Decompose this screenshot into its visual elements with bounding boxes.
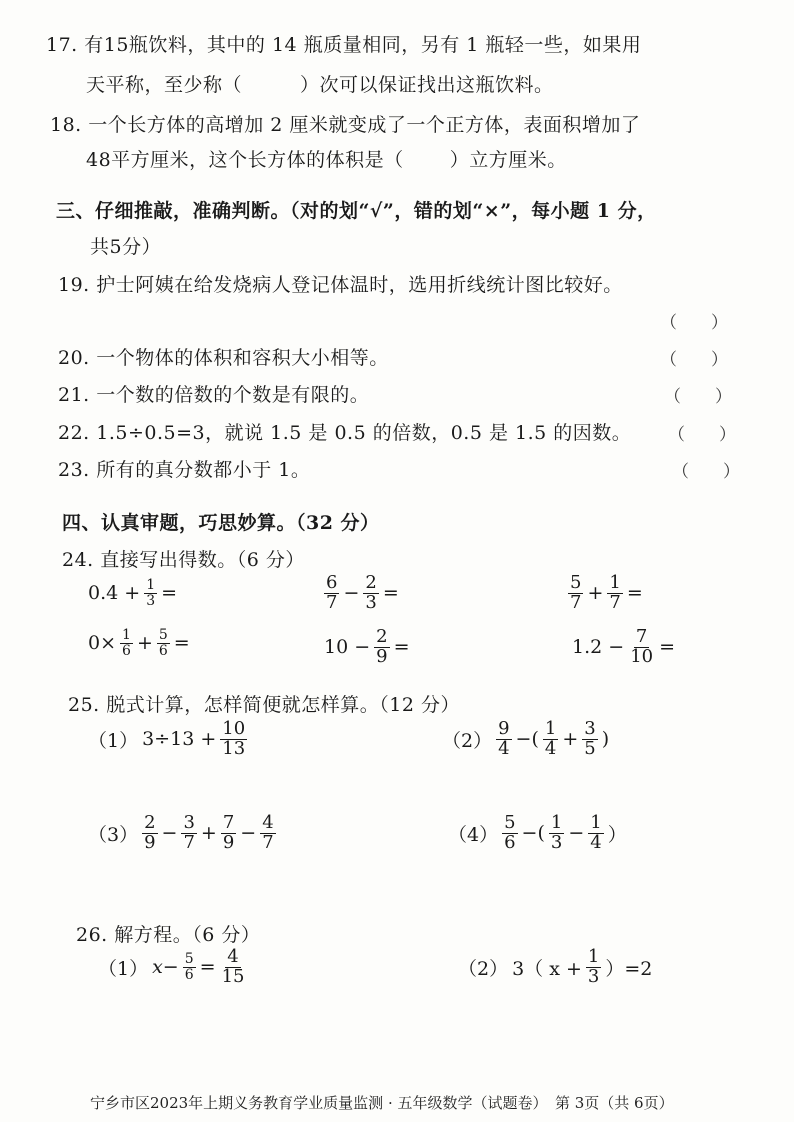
q25-p3-fraction-4: [260, 814, 275, 853]
q26-problem-1: [96, 948, 248, 987]
q25-p3-operator-1: −: [161, 822, 178, 845]
numerator: 1: [587, 946, 600, 967]
q21-answer-paren[interactable]: （ ）: [664, 387, 732, 407]
q23-answer-paren[interactable]: （ ）: [672, 462, 740, 482]
q25-p3-operator-3: −: [240, 822, 257, 845]
q24-expr-3: [566, 574, 645, 613]
numerator: 1: [122, 627, 131, 643]
denominator: 9: [222, 831, 235, 853]
denominator: 7: [262, 831, 274, 853]
q17-line2-start: 天平称，至少称（: [86, 74, 243, 96]
denominator: 4: [544, 737, 557, 759]
q24-title: 24. 直接写出得数。（6 分）: [62, 549, 305, 571]
denominator: 3: [587, 965, 600, 987]
denominator: 4: [590, 831, 602, 853]
q24-e5-fraction: [374, 628, 389, 667]
denominator: 3: [550, 831, 563, 853]
q17-line2-end: ）次可以保证找出这瓶饮料。: [300, 74, 554, 96]
q25-p2-fraction-3: [582, 720, 597, 759]
q18-line2-start: 48平方厘米，这个长方体的体积是（: [86, 149, 404, 171]
q25-p3-fraction-2: [181, 814, 196, 853]
q25-p4-label: （4）: [448, 823, 499, 846]
q22-text: 22. 1.5÷0.5=3，就说 1.5 是 0.5 的倍数，0.5 是 1.5 的因数。: [58, 422, 632, 444]
denominator: 6: [122, 642, 131, 659]
q25-problem-4: [446, 814, 629, 853]
q25-p2-operator-1: −(: [515, 728, 539, 751]
q22-answer-paren[interactable]: （ ）: [668, 425, 736, 445]
q24-e6-equals: =: [659, 636, 676, 659]
numerator: 1: [550, 812, 563, 833]
q25-title: 25. 脱式计算，怎样简便就怎样算。（12 分）: [68, 694, 460, 716]
denominator: 6: [184, 966, 194, 983]
q25-p4-fraction-1: [502, 814, 517, 853]
q25-p1-left: 3÷13 +: [142, 728, 217, 751]
section3-heading-line1: 三、仔细推敲，准确判断。（对的划“√”，错的划“×”，每小题 1 分，: [56, 200, 657, 222]
q25-p3-operator-2: +: [200, 822, 217, 845]
q25-p3-fraction-1: [142, 814, 157, 853]
q24-e4-fraction-2: [157, 628, 170, 658]
q26-problem-2: [456, 948, 654, 987]
denominator: 3: [146, 592, 156, 609]
numerator: 4: [262, 812, 274, 833]
q24-expr-5: [322, 628, 412, 667]
q26-p1-fraction-2: [220, 948, 247, 987]
q24-expr-4: [86, 628, 192, 658]
q26-p2-label: （2）: [458, 957, 509, 980]
q24-e5-equals: =: [393, 636, 410, 659]
numerator: 5: [504, 812, 516, 833]
q24-expr-2: [322, 574, 401, 613]
q17-line2: [86, 70, 554, 97]
numerator: 5: [184, 951, 194, 968]
denominator: 9: [376, 645, 388, 667]
denominator: 7: [326, 591, 338, 613]
q25-p3-label: （3）: [88, 823, 139, 846]
q24-e4-fraction-1: [120, 628, 133, 658]
q24-e3-fraction-2: [607, 574, 622, 613]
q24-e1-left: 0.4 +: [88, 582, 141, 605]
section4-heading: 四、认真审题，巧思妙算。（32 分）: [62, 512, 380, 534]
q26-p1-equals: =: [199, 956, 216, 979]
numerator: 1: [590, 812, 602, 833]
q26-p2-left: 3（ x +: [512, 957, 582, 980]
denominator: 7: [183, 831, 195, 853]
q26-p2-fraction: [586, 948, 601, 987]
page-footer: 宁乡市区2023年上期义务教育学业质量监测 · 五年级数学（试题卷） 第 3页（共 6页）: [90, 1094, 674, 1112]
numerator: 3: [584, 718, 596, 739]
q25-p4-operator-1: −(: [521, 822, 545, 845]
q24-e6-left: 1.2 −: [572, 636, 625, 659]
section3-heading-line2: 共5分）: [90, 236, 162, 258]
numerator: 7: [222, 812, 235, 833]
denominator: 6: [158, 642, 168, 659]
numerator: 5: [158, 627, 168, 643]
denominator: 7: [609, 591, 621, 613]
q23-text: 23. 所有的真分数都小于 1。: [58, 459, 311, 481]
q25-p2-fraction-1: [496, 720, 511, 759]
numerator: 1: [544, 718, 557, 739]
q19-text: 19. 护士阿姨在给发烧病人登记体温时，选用折线统计图比较好。: [58, 274, 623, 296]
q18-line1: 18. 一个长方体的高增加 2 厘米就变成了一个正方体，表面积增加了: [50, 114, 641, 136]
q19-answer-paren[interactable]: （ ）: [660, 313, 728, 333]
numerator: 7: [635, 626, 648, 647]
q21-text: 21. 一个数的倍数的个数是有限的。: [58, 384, 370, 406]
numerator: 3: [183, 812, 195, 833]
q26-title: 26. 解方程。（6 分）: [76, 924, 261, 946]
q24-e3-operator: +: [587, 582, 604, 605]
q25-p2-fraction-2: [543, 720, 558, 759]
q25-p4-fraction-2: [549, 814, 564, 853]
numerator: 1: [609, 572, 621, 593]
q17-line1: 17. 有15瓶饮料，其中的 14 瓶质量相同，另有 1 瓶轻一些，如果用: [46, 34, 642, 56]
q18-line2-end: ）立方厘米。: [449, 149, 567, 171]
denominator: 15: [221, 965, 245, 987]
numerator: 5: [570, 572, 582, 593]
denominator: 9: [144, 831, 156, 853]
q25-p1-fraction: [220, 720, 247, 759]
q26-p1-fraction-1: [183, 952, 196, 982]
q26-p2-right: ）=2: [605, 957, 653, 980]
q25-p4-operator-2: −: [568, 822, 585, 845]
denominator: 5: [584, 737, 596, 759]
q24-e4-equals: =: [173, 632, 190, 655]
q26-p1-left: x−: [152, 956, 179, 979]
numerator: 2: [365, 572, 377, 593]
numerator: 6: [326, 572, 338, 593]
numerator: 2: [376, 626, 388, 647]
q24-e3-fraction-1: [568, 574, 583, 613]
q25-problem-3: [86, 814, 278, 853]
q25-p1-label: （1）: [88, 729, 139, 752]
q24-e3-equals: =: [626, 582, 643, 605]
q24-e1-fraction: [144, 578, 157, 608]
q25-problem-2: [440, 720, 611, 759]
denominator: 10: [630, 645, 654, 667]
denominator: 3: [365, 591, 377, 613]
q25-p3-fraction-3: [221, 814, 236, 853]
q25-p4-close-paren: ）: [607, 823, 627, 846]
numerator: 9: [498, 718, 510, 739]
denominator: 13: [222, 737, 246, 759]
q24-e4-operator: +: [136, 632, 153, 655]
q24-e6-fraction: [628, 628, 655, 667]
numerator: 10: [222, 718, 246, 739]
q24-e1-equals: =: [161, 582, 178, 605]
q24-e2-fraction-2: [363, 574, 378, 613]
denominator: 6: [504, 831, 516, 853]
q25-p4-fraction-3: [588, 814, 603, 853]
numerator: 1: [146, 577, 156, 593]
q20-answer-paren[interactable]: （ ）: [660, 350, 728, 370]
q25-p2-operator-2: +: [562, 728, 579, 751]
q24-e2-fraction-1: [324, 574, 339, 613]
denominator: 4: [498, 737, 510, 759]
numerator: 4: [227, 946, 239, 967]
numerator: 2: [144, 812, 156, 833]
q20-text: 20. 一个物体的体积和容积大小相等。: [58, 347, 389, 369]
q24-expr-1: [86, 578, 179, 608]
q24-e2-operator: −: [343, 582, 360, 605]
q25-p2-label: （2）: [442, 729, 493, 752]
q24-expr-6: [570, 628, 677, 667]
q25-p2-close-paren: ): [601, 728, 610, 751]
q18-line2: [86, 145, 567, 172]
q25-problem-1: [86, 720, 249, 759]
q24-e4-left: 0×: [88, 632, 117, 655]
q26-p1-label: （1）: [98, 957, 149, 980]
q24-e2-equals: =: [382, 582, 399, 605]
q24-e5-left: 10 −: [324, 636, 371, 659]
denominator: 7: [570, 591, 582, 613]
